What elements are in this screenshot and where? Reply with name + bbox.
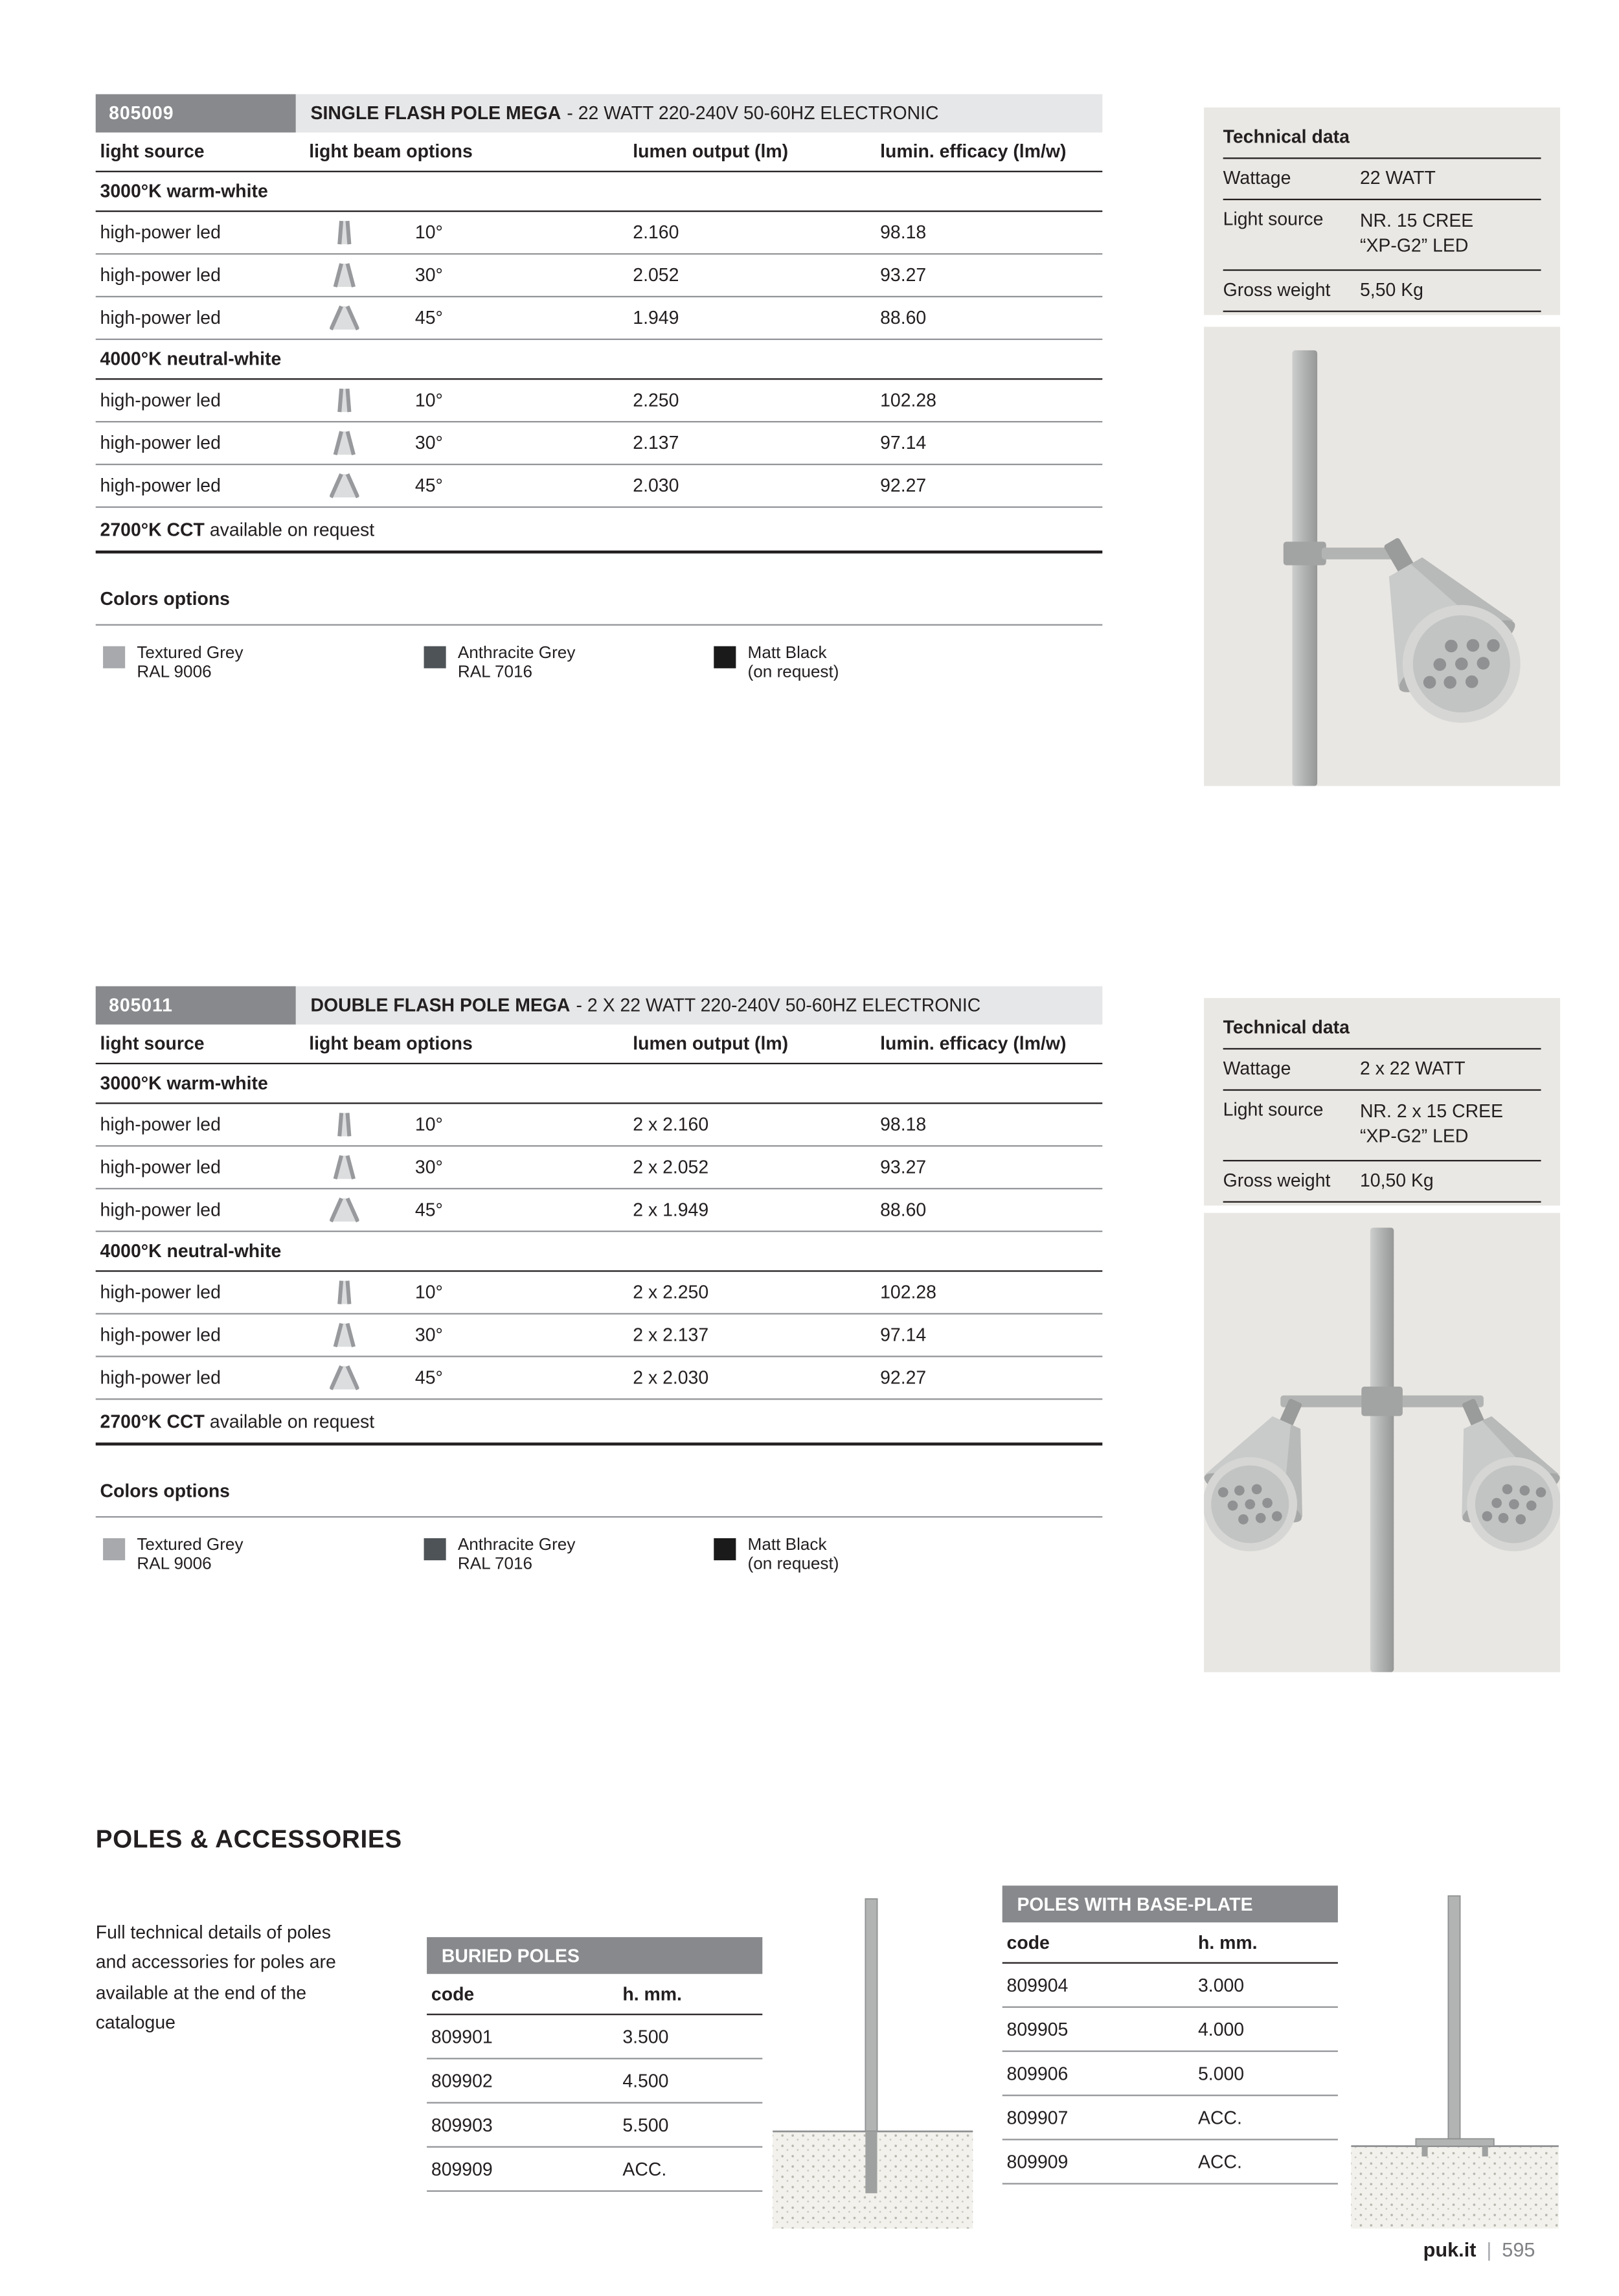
spec-row	[96, 1272, 1103, 1315]
gross-weight-label: Gross weight	[1223, 279, 1331, 301]
efficacy-cell: 93.27	[880, 1157, 927, 1178]
spec-row	[96, 212, 1103, 255]
base-plate-poles-header: POLES WITH BASE-PLATE	[1002, 1885, 1338, 1922]
efficacy-cell: 98.18	[880, 1114, 927, 1135]
section-4000k: 4000°K neutral-white	[96, 340, 1103, 380]
efficacy-cell: 88.60	[880, 1199, 927, 1221]
beam-angle-cell: 30°	[414, 433, 443, 454]
colors-options-title: Colors options	[96, 1481, 1103, 1517]
color-option	[103, 1537, 424, 1575]
lumen-output-cell: 1.949	[633, 308, 679, 328]
light-source-cell: high-power led	[100, 390, 221, 411]
color-detail: RAL 7016	[457, 1555, 533, 1574]
beam-angle-cell: 45°	[414, 475, 443, 496]
col-lumen-output: lumen output (lm)	[633, 1033, 789, 1054]
col-lumen-output: lumen output (lm)	[633, 141, 789, 163]
code-cell: 809909	[1006, 2151, 1069, 2172]
anthracite-grey-swatch	[424, 1538, 446, 1560]
light-source-cell: high-power led	[100, 475, 221, 496]
product-title-bar	[296, 986, 1102, 1025]
table-row	[427, 2148, 762, 2192]
color-detail: (on request)	[747, 663, 839, 681]
table-row	[1002, 1964, 1338, 2008]
col-efficacy: lumin. efficacy (lm/w)	[880, 141, 1067, 163]
product-block-single-flash	[96, 94, 1103, 683]
color-name: Anthracite Grey	[457, 644, 576, 663]
height-cell: 5.000	[1198, 2063, 1245, 2084]
page-number: 595	[1502, 2238, 1535, 2261]
gross-weight-value: 5,50 Kg	[1360, 279, 1423, 301]
table-row	[427, 2015, 762, 2059]
section-4000k: 4000°K neutral-white	[96, 1232, 1103, 1271]
spec-row	[96, 1357, 1103, 1400]
wattage-row	[1223, 1049, 1541, 1091]
cct-note	[96, 508, 1103, 553]
color-name: Matt Black	[747, 644, 827, 663]
light-source-cell: high-power led	[100, 308, 221, 328]
cct-note-rest: available on request	[204, 1411, 375, 1432]
lumen-output-cell: 2.137	[633, 433, 679, 454]
height-cell: 5.500	[622, 2114, 669, 2135]
code-cell: 809902	[431, 2070, 493, 2091]
wattage-label: Wattage	[1223, 1058, 1291, 1079]
code-cell: 809907	[1006, 2107, 1069, 2128]
beam-angle-cell: 10°	[414, 1114, 443, 1135]
height-cell: 4.500	[622, 2070, 669, 2091]
table-row	[1002, 2096, 1338, 2140]
cct-note-bold: 2700°K CCT	[100, 519, 205, 540]
section-3000k: 3000°K warm-white	[96, 172, 1103, 212]
table-column-headers	[427, 1974, 762, 2016]
color-name: Textured Grey	[137, 644, 243, 663]
light-source-cell: high-power led	[100, 222, 221, 244]
col-light-source: light source	[100, 1033, 205, 1054]
beam-30-icon	[309, 1319, 415, 1351]
product-block-double-flash	[96, 986, 1103, 1575]
lumen-output-cell: 2 x 2.160	[633, 1114, 709, 1135]
light-source-value-1: NR. 15 CREE	[1360, 210, 1474, 231]
lumen-output-cell: 2 x 2.030	[633, 1367, 709, 1389]
col-beam-options: light beam options	[309, 1033, 473, 1054]
spec-column-headers	[96, 133, 1103, 172]
color-name: Matt Black	[747, 1536, 827, 1555]
col-height: h. mm.	[1198, 1931, 1258, 1953]
col-efficacy: lumin. efficacy (lm/w)	[880, 1033, 1067, 1054]
buried-pole-image	[770, 1896, 976, 2236]
base-plate-pole-image	[1348, 1893, 1562, 2233]
code-cell: 809905	[1006, 2019, 1069, 2040]
buried-poles-header: BURIED POLES	[427, 1937, 762, 1974]
light-source-cell: high-power led	[100, 1324, 221, 1346]
code-cell: 809909	[431, 2158, 493, 2179]
spec-row	[96, 1146, 1103, 1189]
spec-row	[96, 380, 1103, 422]
matt-black-swatch	[714, 1538, 736, 1560]
efficacy-cell: 97.14	[880, 1324, 927, 1346]
textured-grey-swatch	[103, 646, 125, 668]
beam-10-icon	[309, 216, 415, 249]
technical-data-panel	[1204, 998, 1560, 1205]
color-option	[714, 644, 839, 683]
table-row	[427, 2060, 762, 2104]
wattage-value: 2 x 22 WATT	[1360, 1058, 1466, 1079]
product-subtitle: - 22 WATT 220-240V 50-60HZ ELECTRONIC	[567, 103, 939, 124]
beam-10-icon	[309, 1276, 415, 1308]
color-name: Anthracite Grey	[457, 1536, 576, 1555]
height-cell: ACC.	[1198, 2151, 1242, 2172]
color-option	[424, 1537, 714, 1575]
height-cell: 3.500	[622, 2026, 669, 2047]
color-swatches	[96, 1537, 1103, 1575]
table-row	[1002, 2141, 1338, 2185]
brand-name: puk.it	[1423, 2238, 1477, 2261]
colors-options-title: Colors options	[96, 589, 1103, 626]
col-code: code	[1006, 1931, 1050, 1953]
light-source-cell: high-power led	[100, 265, 221, 286]
efficacy-cell: 102.28	[880, 1282, 936, 1303]
color-name: Textured Grey	[137, 1536, 243, 1555]
product-title: DOUBLE FLASH POLE MEGA	[310, 995, 571, 1016]
wattage-label: Wattage	[1223, 168, 1291, 188]
spec-column-headers	[96, 1025, 1103, 1064]
lumen-output-cell: 2 x 1.949	[633, 1199, 709, 1221]
spec-row	[96, 1315, 1103, 1358]
beam-30-icon	[309, 1151, 415, 1183]
product-code: 805009	[96, 94, 296, 132]
light-source-label: Light source	[1223, 1099, 1324, 1120]
technical-data-panel	[1204, 108, 1560, 315]
col-beam-options: light beam options	[309, 141, 473, 163]
beam-30-icon	[309, 427, 415, 459]
product-subtitle: - 2 X 22 WATT 220-240V 50-60HZ ELECTRONIC	[576, 995, 981, 1016]
light-source-row	[1223, 200, 1541, 271]
spec-row	[96, 465, 1103, 508]
color-detail: RAL 7016	[457, 663, 533, 681]
technical-data-title: Technical data	[1223, 1013, 1541, 1050]
beam-angle-cell: 10°	[414, 390, 443, 411]
gross-weight-value: 10,50 Kg	[1360, 1170, 1434, 1191]
table-row	[1002, 2008, 1338, 2052]
beam-45-icon	[309, 302, 415, 334]
base-plate-poles-table	[1002, 1885, 1338, 2184]
beam-10-icon	[309, 384, 415, 416]
code-cell: 809903	[431, 2114, 493, 2135]
lumen-output-cell: 2.030	[633, 475, 679, 496]
table-row	[1002, 2052, 1338, 2096]
spec-row	[96, 297, 1103, 340]
anthracite-grey-swatch	[424, 646, 446, 668]
light-source-value-2: “XP-G2” LED	[1360, 235, 1469, 256]
lumen-output-cell: 2 x 2.137	[633, 1324, 709, 1346]
beam-45-icon	[309, 470, 415, 502]
spec-row	[96, 1104, 1103, 1147]
light-source-cell: high-power led	[100, 1199, 221, 1221]
col-code: code	[431, 1983, 475, 2005]
lumen-output-cell: 2.052	[633, 265, 679, 286]
color-detail: (on request)	[747, 1555, 839, 1574]
product-code: 805011	[96, 986, 296, 1025]
product-image-double-flash-pole	[1204, 1213, 1560, 1672]
poles-description: Full technical details of poles and accessories for poles are available at the end of the catalogue	[95, 1922, 336, 2033]
product-title: SINGLE FLASH POLE MEGA	[310, 103, 561, 124]
height-cell: 3.000	[1198, 1974, 1245, 1995]
light-source-row	[1223, 1091, 1541, 1161]
spec-row	[96, 255, 1103, 297]
beam-angle-cell: 10°	[414, 222, 443, 244]
color-option	[103, 644, 424, 683]
beam-angle-cell: 30°	[414, 1157, 443, 1178]
efficacy-cell: 97.14	[880, 433, 927, 454]
beam-angle-cell: 10°	[414, 1282, 443, 1303]
code-cell: 809904	[1006, 1974, 1069, 1995]
section-3000k: 3000°K warm-white	[96, 1064, 1103, 1104]
efficacy-cell: 92.27	[880, 1367, 927, 1389]
buried-poles-table	[427, 1937, 762, 2192]
efficacy-cell: 98.18	[880, 222, 927, 244]
height-cell: 4.000	[1198, 2019, 1245, 2040]
spec-row	[96, 1189, 1103, 1232]
beam-angle-cell: 45°	[414, 1199, 443, 1221]
light-source-cell: high-power led	[100, 1114, 221, 1135]
light-source-value-2: “XP-G2” LED	[1360, 1126, 1469, 1147]
gross-weight-row	[1223, 271, 1541, 312]
poles-accessories-title: POLES & ACCESSORIES	[95, 1825, 402, 1854]
textured-grey-swatch	[103, 1538, 125, 1560]
beam-10-icon	[309, 1108, 415, 1141]
efficacy-cell: 88.60	[880, 308, 927, 328]
color-option	[424, 644, 714, 683]
lumen-output-cell: 2 x 2.052	[633, 1157, 709, 1178]
col-height: h. mm.	[622, 1983, 682, 2005]
beam-45-icon	[309, 1361, 415, 1394]
wattage-row	[1223, 159, 1541, 200]
beam-angle-cell: 30°	[414, 265, 443, 286]
gross-weight-label: Gross weight	[1223, 1170, 1331, 1191]
col-light-source: light source	[100, 141, 205, 163]
beam-30-icon	[309, 259, 415, 291]
lumen-output-cell: 2 x 2.250	[633, 1282, 709, 1303]
height-cell: ACC.	[1198, 2107, 1242, 2128]
technical-data-title: Technical data	[1223, 122, 1541, 159]
color-swatches	[96, 644, 1103, 683]
efficacy-cell: 92.27	[880, 475, 927, 496]
cct-note-rest: available on request	[204, 519, 375, 540]
beam-angle-cell: 45°	[414, 308, 443, 328]
code-cell: 809901	[431, 2026, 493, 2047]
wattage-value: 22 WATT	[1360, 168, 1436, 188]
matt-black-swatch	[714, 646, 736, 668]
height-cell: ACC.	[622, 2158, 667, 2179]
color-detail: RAL 9006	[137, 663, 212, 681]
product-title-bar	[296, 94, 1102, 132]
spec-row	[96, 422, 1103, 465]
beam-45-icon	[309, 1194, 415, 1226]
light-source-label: Light source	[1223, 209, 1324, 230]
color-detail: RAL 9006	[137, 1555, 212, 1574]
beam-angle-cell: 45°	[414, 1367, 443, 1389]
color-option	[714, 1537, 839, 1575]
efficacy-cell: 93.27	[880, 265, 927, 286]
light-source-value-1: NR. 2 x 15 CREE	[1360, 1101, 1504, 1122]
cct-note	[96, 1400, 1103, 1445]
product-header	[96, 986, 1103, 1025]
beam-angle-cell: 30°	[414, 1324, 443, 1346]
product-image-single-flash-pole	[1204, 327, 1560, 786]
product-header	[96, 94, 1103, 132]
light-source-cell: high-power led	[100, 1367, 221, 1389]
cct-note-bold: 2700°K CCT	[100, 1411, 205, 1432]
footer-separator: |	[1486, 2238, 1492, 2261]
lumen-output-cell: 2.250	[633, 390, 679, 411]
light-source-cell: high-power led	[100, 1282, 221, 1303]
light-source-cell: high-power led	[100, 1157, 221, 1178]
code-cell: 809906	[1006, 2063, 1069, 2084]
table-column-headers	[1002, 1922, 1338, 1964]
light-source-cell: high-power led	[100, 433, 221, 454]
efficacy-cell: 102.28	[880, 390, 936, 411]
page-footer	[1177, 2239, 1535, 2261]
lumen-output-cell: 2.160	[633, 222, 679, 244]
table-row	[427, 2104, 762, 2148]
gross-weight-row	[1223, 1161, 1541, 1203]
